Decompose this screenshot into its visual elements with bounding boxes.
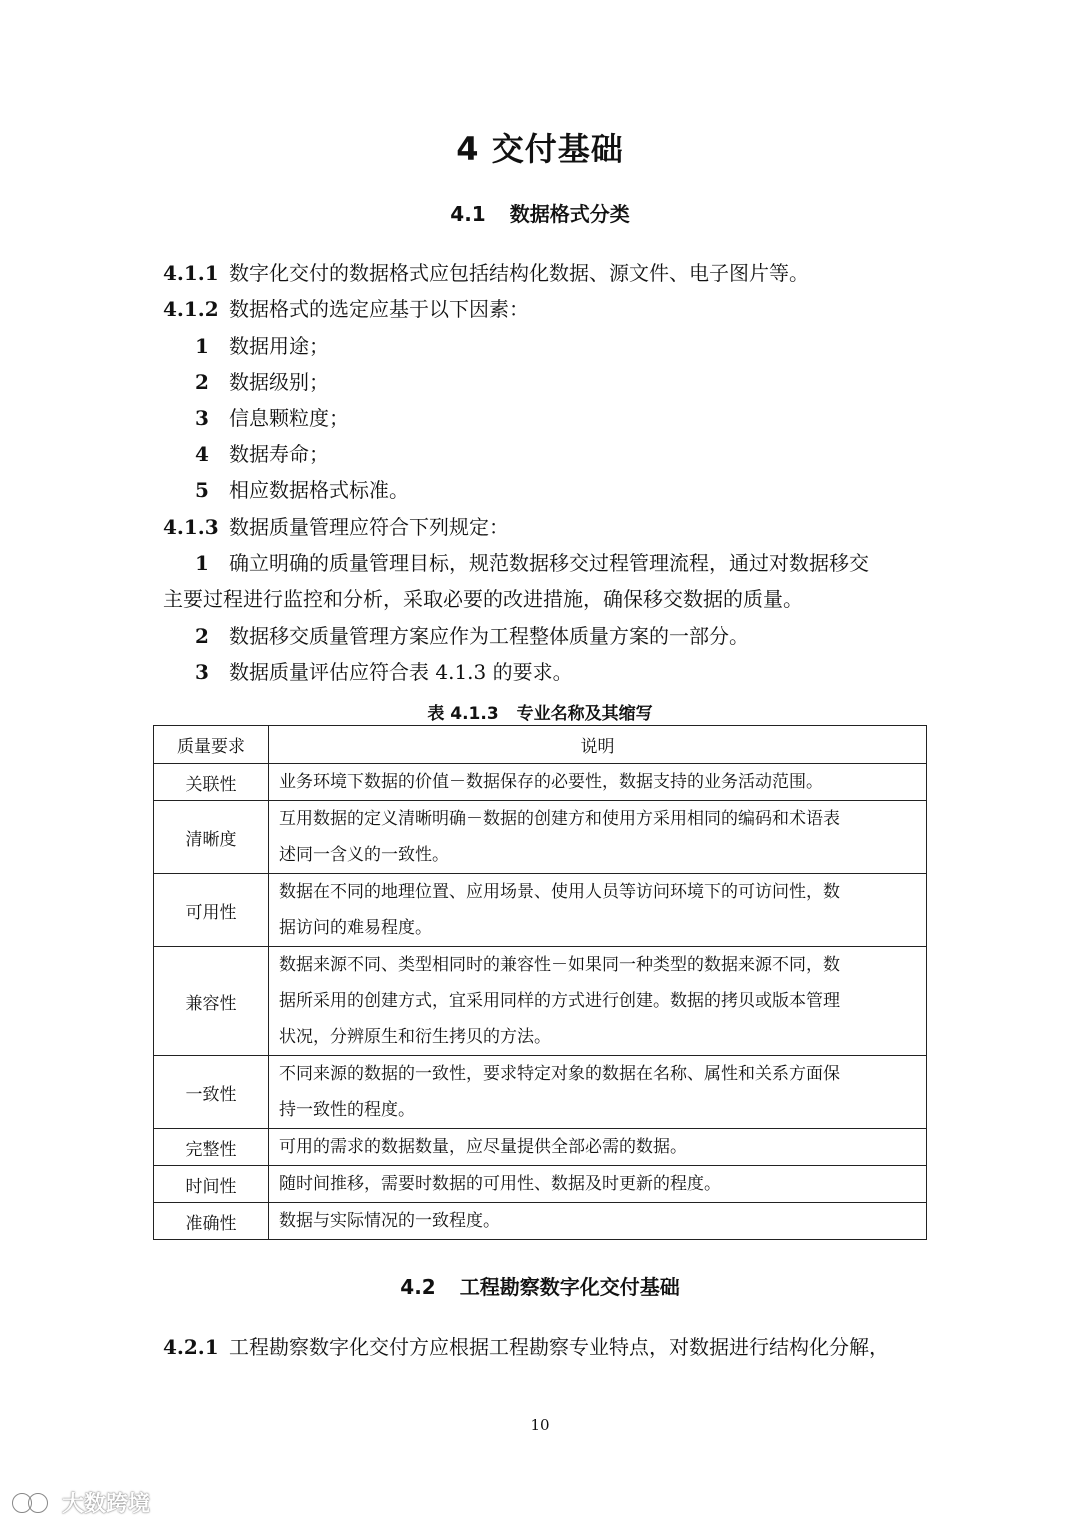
clause-text: 数据格式的选定应基于以下因素： [229, 297, 529, 321]
quality-requirements-table [153, 725, 927, 1240]
desc-line: 据所采用的创建方式，宜采用同样的方式进行创建。数据的拷贝或版本管理 [279, 991, 840, 1011]
desc-line: 业务环境下数据的价值－数据保存的必要性，数据支持的业务活动范围。 [279, 772, 823, 792]
row-description [269, 947, 927, 1056]
clause-number: 4.1.1 [163, 261, 219, 285]
desc-line: 可用的需求的数据数量，应尽量提供全部必需的数据。 [279, 1137, 687, 1157]
item-text: 主要过程进行监控和分析，采取必要的改进措施，确保移交数据的质量。 [163, 587, 803, 611]
item-text: 确立明确的质量管理目标，规范数据移交过程管理流程，通过对数据移交 [229, 551, 869, 575]
row-name: 准确性 [154, 1203, 269, 1240]
item-text: 相应数据格式标准。 [229, 478, 409, 502]
item-number: 5 [195, 478, 209, 502]
table-row [154, 764, 927, 801]
table-row [154, 801, 927, 874]
watermark [8, 1487, 150, 1518]
row-name: 兼容性 [154, 947, 269, 1056]
clause-text: 数字化交付的数据格式应包括结构化数据、源文件、电子图片等。 [229, 261, 809, 285]
row-description [269, 1203, 927, 1240]
clause-4-1-1 [163, 255, 809, 291]
clause-4-1-3 [163, 509, 509, 545]
item-text: 信息颗粒度； [229, 406, 349, 430]
section-title-4-2 [0, 1271, 1080, 1300]
item-number: 3 [195, 660, 209, 684]
table-number: 表 4.1.3 [427, 704, 499, 724]
clause-number: 4.1.2 [163, 297, 219, 321]
item-number: 2 [195, 624, 209, 648]
row-description [269, 874, 927, 947]
table-row [154, 874, 927, 947]
item-number: 1 [195, 551, 209, 575]
section-heading: 数据格式分类 [509, 202, 630, 226]
list-item [195, 618, 749, 654]
table-row [154, 947, 927, 1056]
row-name: 时间性 [154, 1166, 269, 1203]
list-item [195, 472, 409, 508]
item-text: 数据寿命； [229, 442, 329, 466]
table-row [154, 1166, 927, 1203]
clause-number: 4.2.1 [163, 1335, 219, 1359]
column-header-description: 说明 [269, 726, 927, 764]
row-name: 一致性 [154, 1056, 269, 1129]
table-header-row [154, 726, 927, 764]
item-text: 数据级别； [229, 370, 329, 394]
clause-text: 数据质量管理应符合下列规定： [229, 515, 509, 539]
list-item [195, 400, 349, 436]
row-name: 可用性 [154, 874, 269, 947]
list-item-continuation [163, 581, 803, 617]
desc-line: 互用数据的定义清晰明确－数据的创建方和使用方采用相同的编码和术语表 [279, 809, 840, 829]
list-item [195, 436, 329, 472]
list-item [195, 364, 329, 400]
desc-line: 述同一含义的一致性。 [279, 845, 449, 865]
table-caption [0, 699, 1080, 724]
section-heading: 工程勘察数字化交付基础 [459, 1275, 680, 1299]
section-number: 4.2 [400, 1275, 436, 1299]
desc-line: 不同来源的数据的一致性，要求特定对象的数据在名称、属性和关系方面保 [279, 1064, 840, 1084]
clause-text: 工程勘察数字化交付方应根据工程勘察专业特点，对数据进行结构化分解， [229, 1335, 889, 1359]
list-item [195, 654, 573, 690]
row-description [269, 801, 927, 874]
section-title-4-1 [0, 198, 1080, 227]
item-number: 4 [195, 442, 209, 466]
table-row [154, 1203, 927, 1240]
row-name: 关联性 [154, 764, 269, 801]
row-description [269, 1056, 927, 1129]
row-description [269, 1129, 927, 1166]
row-name: 完整性 [154, 1129, 269, 1166]
table-row [154, 1056, 927, 1129]
watermark-text: 大数跨境 [62, 1492, 151, 1517]
item-text: 数据用途； [229, 334, 329, 358]
list-item [195, 545, 869, 581]
row-name: 清晰度 [154, 801, 269, 874]
chapter-title: 4 交付基础 [456, 130, 624, 168]
desc-line: 据访问的难易程度。 [279, 918, 432, 938]
page-number: 10 [530, 1416, 550, 1434]
desc-line: 数据与实际情况的一致程度。 [279, 1211, 500, 1231]
item-number: 2 [195, 370, 209, 394]
item-number: 1 [195, 334, 209, 358]
row-description [269, 1166, 927, 1203]
row-description [269, 764, 927, 801]
desc-line: 持一致性的程度。 [279, 1100, 415, 1120]
column-header-quality: 质量要求 [154, 726, 269, 764]
item-number: 3 [195, 406, 209, 430]
item-text: 数据移交质量管理方案应作为工程整体质量方案的一部分。 [229, 624, 749, 648]
list-item [195, 328, 329, 364]
clause-number: 4.1.3 [163, 515, 219, 539]
desc-line: 数据来源不同、类型相同时的兼容性－如果同一种类型的数据来源不同，数 [279, 955, 840, 975]
clause-4-2-1 [163, 1329, 889, 1365]
clause-4-1-2 [163, 291, 529, 327]
section-number: 4.1 [450, 202, 486, 226]
desc-line: 状况，分辨原生和衍生拷贝的方法。 [279, 1027, 551, 1047]
desc-line: 数据在不同的地理位置、应用场景、使用人员等访问环境下的可访问性，数 [279, 882, 840, 902]
desc-line: 随时间推移，需要时数据的可用性、数据及时更新的程度。 [279, 1174, 721, 1194]
table-title: 专业名称及其缩写 [516, 704, 653, 724]
watermark-logo-icon [8, 1489, 56, 1517]
item-text: 数据质量评估应符合表 4.1.3 的要求。 [229, 660, 573, 684]
table-row [154, 1129, 927, 1166]
